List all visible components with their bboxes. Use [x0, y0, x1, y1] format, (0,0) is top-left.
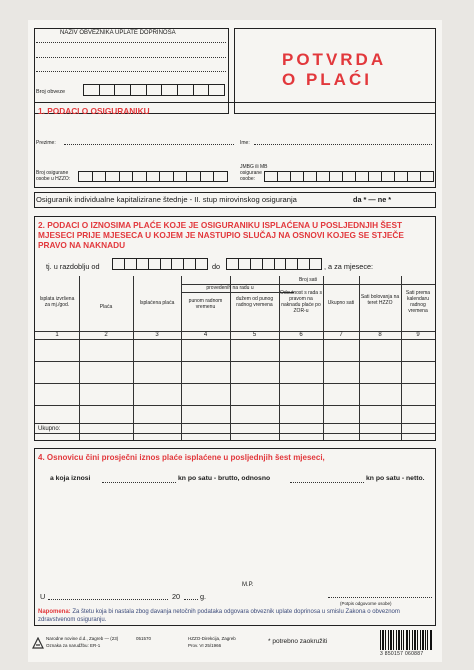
col-number-1: 1 — [55, 332, 59, 338]
header-overtime: dužem od punog radnog vremena — [235, 296, 274, 308]
header-calendar-hours: Sati prema kalendaru radnog vremena — [405, 290, 431, 314]
col-number-4: 4 — [203, 332, 208, 338]
required-note: * potrebno zaokružiti — [268, 638, 328, 645]
header-hours-group: Broj sati — [298, 277, 318, 283]
year-suffix: g. — [200, 592, 207, 601]
col-number-3: 3 — [155, 332, 159, 338]
section4-heading: 4. Osnovicu čini prosječni iznos plaće isplaćene u posljednjih šest mjeseci, — [38, 453, 325, 462]
form-page — [28, 20, 442, 662]
signature-line[interactable] — [328, 597, 432, 598]
note-label: Napomena: — [38, 609, 71, 615]
gross-amount-field[interactable] — [102, 482, 176, 483]
col-number-5: 5 — [252, 332, 257, 338]
col-number-2: 2 — [104, 332, 108, 338]
header-work-group: provedenih na radu u — [206, 285, 254, 291]
jmbg-label-3: osobe: — [240, 176, 256, 182]
hzzo-number-label-2: osobe u HZZO: — [36, 176, 71, 182]
period-from-field[interactable] — [112, 258, 208, 270]
payer-number-field[interactable] — [83, 84, 225, 96]
section1-heading: 1. PODACI O OSIGURANIKU — [38, 106, 150, 116]
header-total-hours: Ukupno sati — [327, 300, 355, 306]
hzzo-number-label-1: Broj osigurane — [36, 170, 69, 176]
col-number-9: 9 — [416, 332, 420, 338]
capitalized-options[interactable]: da * — ne * — [353, 195, 392, 204]
place-prefix: U — [40, 592, 46, 601]
net-label: kn po satu - netto. — [366, 475, 425, 482]
note — [38, 609, 434, 624]
form-title-line1: POTVRDA — [282, 50, 387, 69]
hzzo-number-field[interactable] — [78, 171, 228, 182]
form-title-line2: O PLAĆI — [282, 70, 372, 89]
payer-name-line[interactable] — [36, 42, 226, 43]
hzzo-line-1: HZZO-Direkcija, Zagreb — [188, 636, 236, 641]
jmbg-field[interactable] — [264, 171, 434, 182]
period-to-field[interactable] — [226, 258, 322, 270]
year-label: 20 — [172, 592, 181, 601]
period-suffix: , a za mjesece: — [324, 262, 374, 271]
payer-number-label: Broj obveze — [36, 89, 66, 95]
header-full-time: punom radnom vremenu — [188, 298, 223, 310]
payer-name-line-2[interactable] — [36, 57, 226, 58]
name-field[interactable] — [254, 144, 432, 145]
place-field[interactable] — [48, 599, 168, 600]
period-to-label: do — [212, 262, 221, 271]
col-number-7: 7 — [339, 332, 343, 338]
surname-label: Prezime: — [36, 140, 56, 146]
hzzo-line-2: Prov. VI 25/1966 — [188, 643, 222, 648]
header-leave: Odsutnost s rada s pravom na naknadu plaće po ZOR-u — [280, 290, 322, 314]
section2-heading: 2. PODACI O IZNOSIMA PLAĆE KOJE JE OSIGURANIKU ISPLAĆENA U POSLJEDNJIH ŠEST MJESECI PRIJE MJESECA U KOJEM JE NASTUPIO SLUČAJ NA OSNOVI KOJEG SE STJEČE PRAVO NA NAKNADU — [38, 220, 404, 250]
col-number-6: 6 — [299, 332, 303, 338]
barcode-number: 3 850157 060887 — [380, 651, 424, 657]
payer-name-line-3[interactable] — [36, 71, 226, 72]
form-code: 051570 — [136, 636, 152, 641]
amount-label: a koja iznosi — [50, 475, 91, 482]
header-sick-hours: Sati bolovanja na teret HZZO — [360, 294, 400, 306]
name-label: Ime: — [240, 140, 250, 146]
col-number-8: 8 — [378, 332, 382, 338]
jmbg-label-2: osigurane — [240, 170, 262, 176]
year-field[interactable] — [184, 599, 198, 600]
signature-caption: (Potpis odgovorne osobe) — [340, 601, 392, 606]
header-salary: Plaća — [99, 304, 113, 310]
stamp-label: M.P. — [242, 582, 254, 588]
jmbg-label-1: JMBG ili MB — [240, 164, 268, 170]
surname-field[interactable] — [64, 144, 234, 145]
barcode — [380, 630, 436, 650]
publisher-logo-icon — [32, 636, 44, 648]
header-paid-for: Isplata izvršena za mj./god. — [39, 296, 75, 308]
gross-label: kn po satu - brutto, odnosno — [178, 475, 271, 482]
net-amount-field[interactable] — [290, 482, 364, 483]
publisher-line-2: Oznaka za narudžbu: ER-1 — [46, 643, 101, 648]
capitalized-text: Osiguranik individualne kapitalizirane štednje - II. stup mirovinskog osiguranja — [36, 195, 297, 204]
publisher-line-1: Narodne novine d.d., Zagreb — (23) — [46, 636, 119, 641]
period-from-label: tj. u razdoblju od — [46, 262, 100, 271]
payer-name-label: NAZIV OBVEZNIKA UPLATE DOPRINOSA — [60, 30, 176, 36]
table-total-label: Ukupno: — [38, 426, 61, 432]
header-salary-paid: Isplaćena plaća — [139, 300, 175, 306]
note-text: Za štetu koja bi nastala zbog davanja netočnih podataka odgovara obveznik uplate doprinosa u smislu Zakona o obveznom zdravstvenom osiguranju. — [38, 609, 400, 623]
salary-table — [35, 276, 435, 440]
